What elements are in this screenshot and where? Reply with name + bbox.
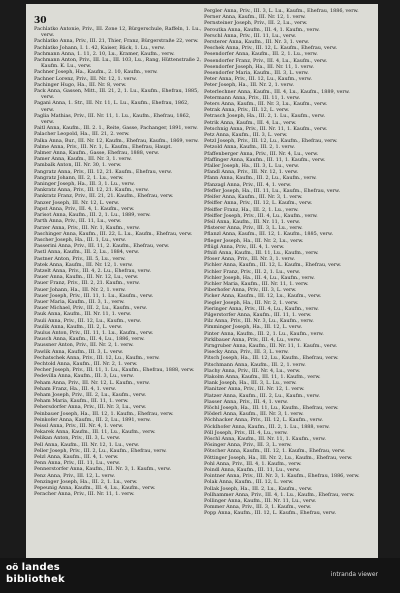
directory-entry: Pflügl Anna, Priv., III. 4, 1. verw. (204, 243, 285, 250)
logo-prefix: oö (6, 563, 19, 573)
directory-entry: Pöschl Anna, Kaufm., III. Nr. 11, 1. Kaufm., verw. (204, 436, 326, 443)
directory-entry: Pachlatko Antonie, Priv., III. Zone 12, Bürgerschule, Raffeln, 1. Lu., verw. (34, 26, 202, 39)
directory-entry: Pankratz Anna, Priv., III. 12, 21. Kaufm., verw. (34, 187, 149, 194)
directory-entry: Pirklbauer Anna, Priv., III. 4, Lu., verw. (204, 336, 301, 343)
directory-entry: Plöderl Anna, Kaufm., III. Nr. 3, 1. verw. (204, 411, 304, 418)
directory-entry: Pfanzagl Anna, Priv., III. 4, 1. verw. (204, 181, 292, 188)
directory-entry: Pfeiffer Anna, Priv., III. 12, L. Kaufm., verw. (204, 200, 313, 207)
directory-entry: Panzer Joseph, III. Nr. 12, L. verw. (34, 199, 120, 206)
directory-entry: Peroutka Anna, Kaufm., III. 4, 1. Kaufm., verw. (204, 26, 320, 33)
directory-entry: Pfoser Anna, Priv., III. Nr. 3, 1. verw. (204, 256, 295, 263)
directory-entry: Pöcklhofer Anna, Kaufm., III. 2, 1. Lu., 1888, verw. (204, 423, 330, 430)
directory-entry: Pell Anna, Kaufm., III. Nr. 12, 1. Lu., verw. (34, 441, 140, 448)
directory-entry: Peter Joseph, Ha., III. Nr. 2, 1. verw. (204, 82, 294, 89)
directory-entry: Penn Anna, Priv., III. 11, Lu., verw. (34, 460, 121, 467)
directory-entry: Pfniß Anna, Kaufm., III. 11, Lu., Kaufm., verw. (204, 249, 319, 256)
directory-entry: Petschnig Anna, Priv., III. Nr. 11, 1. Kaufm., verw. (204, 125, 328, 132)
directory-entry: Penz Anna, Priv., III. 12, L. verw. (34, 472, 115, 479)
directory-entry: Parisot Anna, Kaufm., III. 2, 1. Lu., 1889, verw. (34, 212, 151, 219)
directory-entry: Peinbauer Joseph, Ha., III. 12, 1. Kaufm., Ehefrau, verw. (34, 410, 174, 417)
directory-entry: Pilz Anna, Priv., III. Nr. 3, Lu., Kaufm., verw. (204, 318, 314, 325)
directory-entry: Pitschmann Anna, Kaufm., III. 2, 1. verw. (204, 361, 306, 368)
directory-entry: Pastner Anton, Priv., III. 5, Lu., verw. (34, 255, 126, 262)
directory-entry: Paitl Anna, Kaufm., III. 2. 1., Reite, Gasse, Pachanger, 1891, verw. (34, 125, 198, 132)
directory-entry: Pfleger Joseph, Ha., III. Nr. 2, Lu., verw. (204, 237, 304, 244)
directory-entry: Pergler Anna, Priv., III. 3, L. Lu., Kaufm., Ehefrau, 1886, verw. (204, 8, 359, 14)
directory-entry: Pauer Franz, Priv., III. 2, 21. Kaufm., verw. (34, 280, 140, 287)
directory-entry: Plachy Anna, Priv., III. Nr. 4, Lu., verw. (204, 367, 301, 374)
directory-entry: Platzer Anna, Kaufm., III. 2, Lu., Kaufm., verw. (204, 392, 320, 399)
directory-entry: Pachmann Anton, Priv., III. Lu., III. 103, Lu., Rang, Hüttenstraße 2, Kaufm. K. Lu., verw. (34, 57, 202, 70)
right-column (204, 8, 372, 517)
directory-entry: Pehersdorfer Anna, Priv., III. Nr. 3, Lu., verw. (34, 404, 147, 411)
directory-entry: Pfeiffer Joseph, Priv., III. 4, Lu., Kaufm., verw. (204, 212, 318, 219)
directory-entry: Pflanzl Anna, Kaufm., III. 12, 1. Kaufm., 1885, verw. (204, 231, 333, 238)
directory-entry: Paschinger Anna, Kaufm., III. 22, L. Lu., Kaufm., Ehefrau, verw. (34, 230, 193, 237)
directory-entry: Pagani Anna, 1. Str., III. Nr. 11, L. Lu., Kaufm., Ehefrau, 1862, verw. (34, 100, 189, 113)
directory-entry: Pankratz Franz, Priv., III. 21, 21. Kaufm., Ehefrau, verw. (34, 193, 174, 200)
directory-entry: Paglia Mathias, Priv., III. Nr. 11, 1. Lu., Kaufm., Ehefrau, 1862, verw. (34, 112, 191, 126)
directory-entry: Pollhammer Anna, Priv., III. 4, 1. Lu., Kaufm., Ehefrau, verw. (204, 491, 355, 498)
directory-entry: Pachlatko Johann, I. 1. 42, Kaiser, Bäck, 1. Lu., verw. (34, 44, 165, 51)
directory-entry: Pfeffer Joseph, Ha., III. 11, Lu., Kaufm., Ehefrau, verw. (204, 187, 341, 194)
directory-entry: Papst Anna, Priv., III. 4, 1. Kaufm., verw. (34, 205, 135, 212)
directory-entry: Peschek Anna, Priv., III. 12, L. Kaufm., Ehefrau, verw. (204, 45, 338, 52)
logo-line2: bibliothek (6, 574, 65, 585)
directory-entry: Patzelt Anna, Priv., III. 4, 2. Lu., Ehefrau, verw. (34, 267, 151, 274)
directory-entry: Pöll Joseph, Priv., III. 4, Lu., verw. (204, 429, 288, 436)
directory-entry: Pachinger Hugo, Ha., III. Nr. 8, verw. (34, 81, 127, 88)
directory-entry: Peracher Anna, Priv., III. Nr. 11, 1. verw. (34, 491, 135, 498)
directory-page (26, 4, 378, 558)
library-logo (6, 562, 65, 585)
directory-entry: Pollinger Anna, Kaufm., III. Nr. 11, Lu., verw. (204, 498, 317, 505)
directory-entry: Plank Joseph, Ha., III. 3, L. Lu., verw. (204, 380, 297, 387)
directory-entry: Peham Maria, Kaufm., III. 11, 1. verw. (34, 398, 129, 405)
directory-entry: Penzinger Joseph, Ha., III. 2, 1. Lu., verw. (34, 478, 138, 485)
directory-entry: Peham Franz, Ha., III. 4, 1. verw. (34, 385, 117, 392)
directory-entry: Pachmann Anna, 1. 11, 2. 10, Lu., Kramer, Kaufm., verw. (34, 50, 175, 57)
directory-entry: Pfaffenberger Anna, Priv., III. Nr. 4, Lu., verw. (204, 150, 319, 157)
directory-entry: Peterlechner Anna, Kaufm., III. 4, Lu., Kaufm., 1889, verw. (204, 88, 350, 95)
directory-entry: Plöchl Joseph, Ha., III. 11, Lu., Kaufm., Ehefrau, verw. (204, 405, 339, 411)
directory-entry: Pauer Joseph, Priv., III. 11, 1. Lu., Kaufm., verw. (34, 292, 154, 299)
directory-entry: Pachner Lorenz, Priv., III. Nr. 12, 1. verw. (34, 75, 137, 82)
viewer-footer (0, 558, 400, 593)
directory-entry: Paussner Anton, Priv., III. Nr. 2, 1. verw. (34, 342, 134, 349)
directory-entry: Pachner Joseph, Ha., Kaufm., 2. 10, Kaufm., verw. (34, 69, 158, 76)
directory-entry: Pesendorfer Franz, Priv., III. 4, Lu., Kaufm., verw. (204, 57, 328, 64)
directory-entry: Pötscher Anna, Kaufm., III. 12, 1. Kaufm., Ehefrau, verw. (204, 448, 346, 455)
directory-entry: Pesendorfer Maria, Kaufm., III. 3, L. verw. (204, 70, 309, 77)
directory-entry: Pieringer Anna, Priv., III. 4, Lu., Kaufm., verw. (204, 305, 319, 312)
directory-entry: Pamer Anna, Kaufm., III. Nr. 3, 1. verw. (34, 156, 132, 163)
page-number: 30 (34, 16, 47, 26)
directory-entry: Piegler Joseph, Ha., III. Nr. 2, 1. verw. (204, 299, 299, 306)
directory-entry: Pichler Franz, Priv., III. 2, 1. Lu., verw. (204, 268, 301, 275)
directory-entry: Pichler Anna, Kaufm., III. 12, L. Kaufm., Ehefrau, verw. (204, 262, 342, 269)
directory-entry: Pelikan Anton, Priv., III. 3, L. verw. (34, 435, 121, 442)
directory-entry: Pfeil Anna, Kaufm., III. Nr. 11, 1. verw. (204, 218, 301, 225)
directory-entry: Pangratz Johann, III. 2, 1. Lu., verw. (34, 174, 124, 181)
directory-entry: Pambalk Anton, III. Nr. 30, 1. verw. (34, 162, 122, 169)
directory-entry: Pfisterer Anna, Priv., III. 3, L. Lu., verw. (204, 225, 303, 232)
directory-entry: Pilgerstorfer Anna, Kaufm., III. 11, 1. verw. (204, 311, 312, 318)
directory-entry: Paninger Joseph, Ha., III. 3, 1. Lu., verw. (34, 181, 135, 188)
directory-entry: Pauli Anna, Priv., III. 12, Lu., Kaufm., verw. (34, 317, 141, 324)
directory-entry: Pfeifer Anna, Kaufm., III. Nr. 3, 1. verw. (204, 194, 303, 201)
directory-entry: Parzer Anna, Priv., III. Nr. 1, Kaufm., verw. (34, 224, 140, 231)
directory-entry: Palme Anna, Priv., III. Nr. 1, L. Kaufm., Ehefrau, Haupt. (34, 143, 172, 150)
directory-entry: Popp Anna, Kaufm., III. 12, L. Kaufm., Ehefrau, verw. (204, 510, 337, 517)
directory-entry: Pedevilla Anna, Kaufm., III. 3, Lu., verw. (34, 373, 134, 380)
directory-entry: Plakolm Anna, Kaufm., III. 11, 1. Kaufm., verw. (204, 373, 321, 380)
directory-entry: Pauer Maria, Kaufm., III. 3, 1., verw. (34, 298, 125, 305)
directory-entry: Petrasch Joseph, Ha., III. 2, 1. Lu., Kaufm., verw. (204, 113, 326, 120)
directory-entry: Pascher Joseph, Ha., III. 1, Lu., verw. (34, 236, 127, 243)
logo-line1: landes (21, 562, 60, 573)
directory-entry: Peters Anna, Kaufm., III. Nr. 3, Lu., Kaufm., verw. (204, 101, 328, 108)
directory-entry: Pfaffinger Anna, Kaufm., III. 11, 1. Kaufm., verw. (204, 156, 326, 163)
directory-entry: Pausch Anna, Kaufm., III. 4, Lu., 1886, verw. (34, 336, 145, 343)
directory-entry: Pinter Anna, Kaufm., III. 2, 1. Lu., Kaufm., verw. (204, 330, 324, 337)
directory-entry: Pommer Anna, Priv., III. 3, 1. Kaufm., verw. (204, 504, 312, 511)
directory-entry: Pösinger Anna, Priv., III. 3, L. verw. (204, 442, 292, 449)
directory-entry: Pauk Anna, Kaufm., III. Nr. 11, 1. verw. (34, 311, 132, 318)
directory-entry: Pauer Anna, Kaufm., III. Nr. 12, Lu., verw. (34, 274, 139, 281)
directory-entry: Peham Joseph, Priv., III. 2, Lu., Kaufm., verw. (34, 391, 147, 398)
directory-entry: Patek Anna, Kaufm., III. Nr. 12, 1. verw. (34, 261, 133, 268)
directory-entry: Pauer Michael, Priv., III. 2, Lu., Kaufm., verw. (34, 305, 148, 312)
directory-entry: Petzl Joseph, Priv., III. 12, Lu., Kaufm., Ehefrau, verw. (204, 138, 338, 145)
directory-entry: Pfeiffer Franz, Ha., III. 2, 1. Lu., verw. (204, 206, 299, 213)
directory-entry: Pfann Anna, Kaufm., III. 2, Lu., Kaufm., verw. (204, 175, 317, 182)
directory-entry: Pesendorfer Anna, Kaufm., III. 2, 1. Lu., verw. (204, 51, 318, 58)
directory-entry: Pfandl Anna, Priv., III. Nr. 12, 1. verw. (204, 169, 299, 176)
directory-entry: Pawlik Anna, Kaufm., III. 3, L. verw. (34, 348, 124, 355)
directory-entry: Palka Anna, Bur., III. Nr. 12, Kaufm., Ehefrau, Kaufm., 1869, verw. (34, 137, 199, 144)
directory-entry: Pechatschek Anna, Priv., III. 12, Lu., Kaufm., verw. (34, 354, 160, 361)
directory-entry: Pitsch Joseph, Ha., III. 12, Lu., Kaufm., Ehefrau, verw. (204, 355, 339, 362)
directory-entry: Pepeunig Anna, Kaufm., III. 4, Lu., Kaufm., verw. (34, 485, 156, 492)
directory-entry: Passerini Anna, Priv., III. 11, 2. Kaufm., Ehefrau, verw. (34, 243, 170, 250)
directory-entry: Pointner Anna, Priv., III. Nr. 3, 1. Kaufm., Ehefrau, 1886, verw. (204, 473, 360, 480)
directory-entry: Planitzer Anna, Priv., III. Nr. 12, 1. verw. (204, 386, 305, 393)
directory-entry: Perschl Anna, Priv., III. 11, Lu., verw. (204, 32, 297, 39)
directory-entry: Pennerstorfer Anna, Kaufm., III. Nr. 3, 1. Kaufm., verw. (34, 466, 172, 473)
directory-entry: Pöttinger Joseph, Ha., III. Nr. 2, Lu., Kaufm., Ehefrau, verw. (204, 454, 353, 461)
directory-entry: Paulus Anton, Priv., III. 11, 1. Lu., Kaufm., verw. (34, 329, 154, 336)
directory-entry: Petzold Anna, Kaufm., III. 2, 1. verw. (204, 144, 295, 151)
directory-entry: Pauer Johann, Ha., III. Nr. 2, 1. verw. (34, 286, 126, 293)
directory-entry: Picker Anna, Kaufm., III. 12, Lu., Kaufm., verw. (204, 293, 322, 300)
directory-entry: Perner Anna, Kaufm., III. Nr. 12, 1. verw. (204, 14, 306, 21)
directory-entry: Pichler Joseph, Ha., III. 4, Lu., Kaufm., verw. (204, 274, 315, 281)
directory-entry: Pachlatko Anna, Priv., III. 21, Thier, Franz, Bürgerstraße 22, verw. (34, 38, 199, 45)
directory-entry: Pichler Maria, Kaufm., III. Nr. 11, 1. verw. (204, 280, 309, 287)
viewer-label: intranda viewer (330, 571, 378, 578)
directory-entry: Pernsteiner Joseph, Priv., III. 2, Lu., verw. (204, 20, 308, 27)
directory-entry: Paulik Anna, Kaufm., III. 2, L. verw. (34, 323, 123, 330)
directory-entry: Pelzl Anna, Kaufm., III. 4, 1. verw. (34, 454, 119, 461)
directory-entry: Peham Anna, Priv., III. Nr. 12, L. Kaufm., verw. (34, 379, 150, 386)
directory-entry: Peissl Anna, Priv., III. Nr. 4, 1. verw. (34, 423, 124, 429)
directory-entry: Pohl Anna, Priv., III. 4, 1. Kaufm., verw. (204, 460, 302, 467)
directory-entry: Palmer Anna, Kaufm., Gasse, Ehefrau, 1888, verw. (34, 150, 160, 157)
left-column (34, 26, 202, 497)
directory-entry: Pisecky Anna, Priv., III. 3, L. verw. (204, 349, 289, 356)
directory-entry: Pecher Joseph, Priv., III. 11, 1. Lu., Kaufm., Ehefrau, 1888, verw. (34, 367, 195, 374)
directory-entry: Pollak Joseph, Ha., III. 2, Lu., Kaufm., verw. (204, 485, 313, 492)
directory-entry: Polak Anna, Kaufm., III. 12, L. verw. (204, 479, 294, 486)
directory-entry: Pekarek Anna, Kaufm., III. 11, Lu., Kaufm., verw. (34, 429, 156, 436)
directory-entry: Pimminger Joseph, Ha., III. 12, L. verw. (204, 324, 303, 331)
directory-entry: Peinkofer Anna, Kaufm., III. 2, Lu., 1891, verw. (34, 416, 151, 423)
directory-entry: Pangratz Anna, Priv., III. 12, 21. Kaufm., Ehefrau, verw. (34, 168, 173, 175)
directory-entry: Petrik Anna, Kaufm., III. 4, Lu., verw. (204, 119, 297, 126)
directory-entry: Pesendorfer Joseph, Ha., III. Nr. 11, 1. verw. (204, 63, 314, 70)
directory-entry: Palacher Leopold, Ha., III. 21, 2. verw. (34, 131, 130, 138)
directory-entry: Petz Anna, Kaufm., III. 3, L. verw. (204, 132, 288, 139)
directory-entry: Pastl Anna, Kaufm., III. 2, Lu., 1884, verw. (34, 249, 140, 256)
directory-entry: Poindl Anna, Kaufm., III. 11, Lu., verw. (204, 467, 301, 474)
directory-entry: Pfaller Joseph, Ha., III. 3, L. Lu., verw. (204, 163, 300, 170)
directory-entry: Pöchhacker Anna, Priv., III. 12, L. Kaufm., verw. (204, 417, 323, 424)
directory-entry: Parth Anna, Priv., III. 11, Lu., verw. (34, 218, 122, 225)
directory-entry: Peter Anna, Priv., III. 12, Lu., Kaufm., verw. (204, 76, 312, 83)
directory-entry: Pirngruber Anna, Kaufm., III. Nr. 11, 1. Kaufm., verw. (204, 342, 338, 349)
directory-entry: Persterer Anna, Kaufm., III. Nr. 3, 1. verw. (204, 39, 310, 46)
directory-entry: Petrak Anna, Priv., III. 12, L. verw. (204, 107, 290, 114)
directory-entry: Petermann Anna, Priv., III. 11, 1. verw. (204, 94, 301, 101)
directory-entry: Plasser Anna, Priv., III. 4, 1. verw. (204, 398, 288, 405)
directory-entry: Piberhofer Anna, Priv., III. 3, L. verw. (204, 287, 297, 294)
directory-entry: Pack Anna, Gassen, Mitt., III. 21, 2, 1. Lu., Kaufm., Ehefrau, 1885, verw. (34, 88, 199, 101)
directory-entry: Peller Joseph, Priv., III. 2, Lu., Kaufm., Ehefrau, verw. (34, 447, 167, 454)
directory-entry: Pechtold Anna, Kaufm., III. Nr. 2, 1. verw. (34, 360, 138, 367)
